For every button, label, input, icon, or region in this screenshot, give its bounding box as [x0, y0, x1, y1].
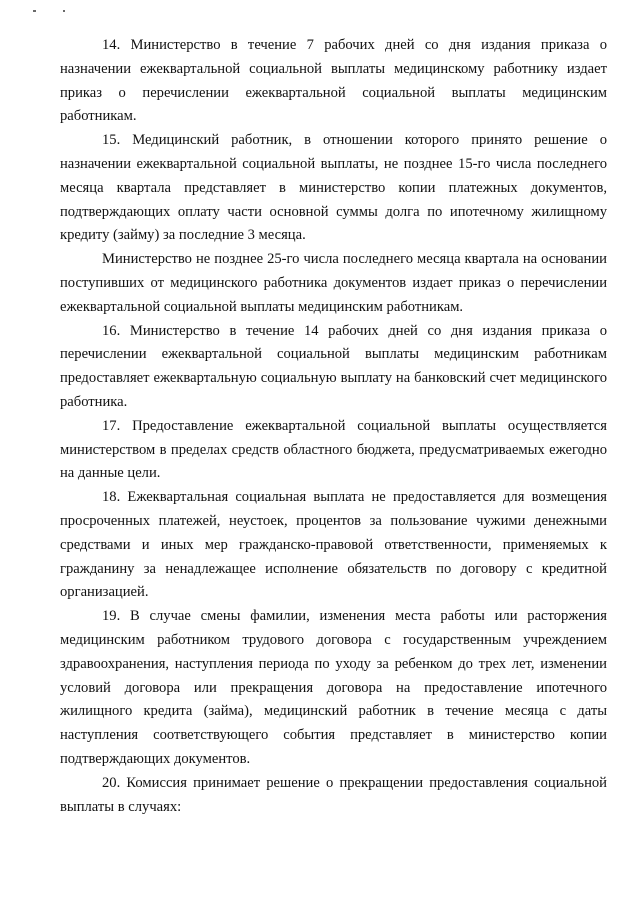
scan-speck — [63, 10, 65, 12]
paragraph-15: 15. Медицинский работник, в отношении которого принято решение о назначении ежеквартальной социальной выплаты, не позднее 15-го числа последнего месяца квартала представляет в министерство копии платежных документов, подтверждающих оплату части основной суммы долга по ипотечному жилищному кредиту (займу) за последние 3 месяца. — [60, 132, 607, 244]
paragraph-19: 19. В случае смены фамилии, изменения места работы или расторжения медицинским работником трудового договора с государственным учреждением здравоохранения, наступления периода по уходу за ребенком до трех лет, изменении условий договора или прекращения договора на предоставление ипотечного жилищного кредита (займа), медицинский работник в течение месяца с даты наступления соответствующего события представляет в министерство копии подтверждающих документов. — [60, 608, 607, 767]
paragraph-15-continued: Министерство не позднее 25-го числа последнего месяца квартала на основании поступивших от медицинского работника документов издает приказ о перечислении ежеквартальной социальной выплаты медицинским работникам. — [60, 251, 607, 315]
paragraph-18: 18. Ежеквартальная социальная выплата не предоставляется для возмещения просроченных платежей, неустоек, процентов за пользование чужими денежными средствами и иных мер гражданско-правовой ответственности, применяемых к гражданину за ненадлежащее исполнение обязательств по договору с кредитной организацией. — [60, 489, 607, 601]
paragraph-17: 17. Предоставление ежеквартальной социальной выплаты осуществляется министерством в пределах средств областного бюджета, предусматриваемых ежегодно на данные цели. — [60, 417, 607, 482]
paragraph-16: 16. Министерство в течение 14 рабочих дней со дня издания приказа о перечислении ежеквартальной социальной выплаты медицинским работникам предоставляет ежеквартальную социальную выплату на банковский счет медицинского работника. — [60, 322, 607, 410]
paragraph-14: 14. Министерство в течение 7 рабочих дней со дня издания приказа о назначении ежеквартальной социальной выплаты медицинскому работнику издает приказ о перечислении ежеквартальной социальной выплаты медицинским работникам. — [60, 37, 607, 125]
document-body — [60, 34, 607, 819]
scan-speck — [33, 10, 36, 12]
paragraph-20: 20. Комиссия принимает решение о прекращении предоставления социальной выплаты в случаях: — [60, 774, 607, 815]
